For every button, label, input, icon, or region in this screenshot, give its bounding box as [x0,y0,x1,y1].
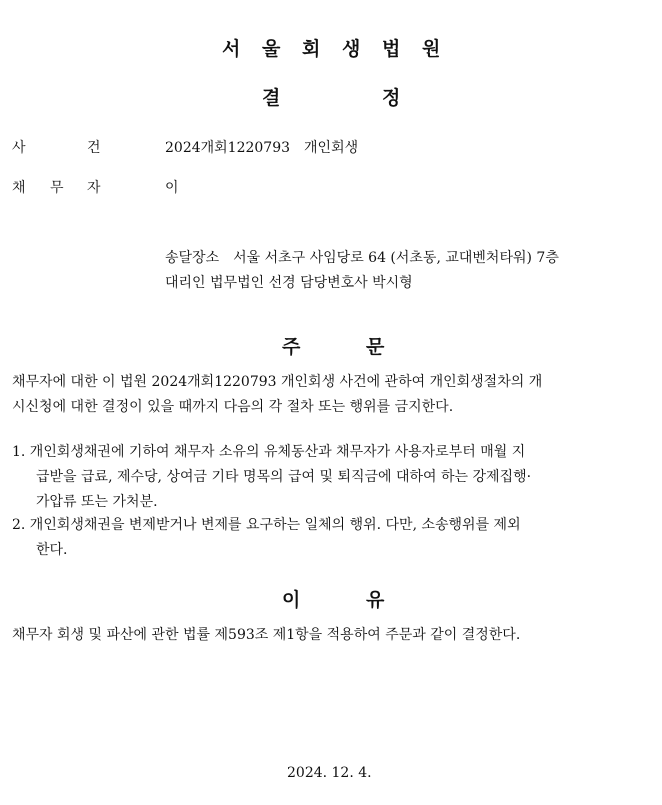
order-heading-char: 문 [366,336,385,358]
order-item-line: 1. 개인회생채권에 기하여 채무자 소유의 유체동산과 채무자가 사용자로부터 매월 지 [12,444,526,460]
legal-agent: 대리인 법무법인 선경 담당변호사 박시형 [165,275,413,291]
order-item-line: 가압류 또는 가처분. [36,494,158,510]
order-item-line: 한다. [36,542,68,558]
debtor-label-char: 무 [50,180,64,196]
court-name-char: 생 [342,38,361,60]
service-address: 송달장소 서울 서초구 사임당로 64 (서초동, 교대벤처타워) 7층 [165,250,559,266]
court-name-char: 서 [222,38,241,60]
court-name-char: 원 [422,38,441,60]
court-name-char: 회 [302,38,321,60]
court-name-char: 울 [262,38,281,60]
decision-date: 2024. 12. 4. [287,765,372,781]
document-type-char: 결 [262,87,281,109]
debtor-label-char: 채 [12,180,26,196]
debtor-label-char: 자 [87,180,101,196]
order-intro-line: 시신청에 대한 결정이 있을 때까지 다음의 각 절차 또는 행위를 금지한다. [12,399,454,415]
case-label-char: 사 [12,140,26,156]
order-item-line: 급받을 급료, 제수당, 상여금 기타 명목의 급여 및 퇴직금에 대하여 하는 강제집행· [36,469,532,485]
debtor-name: 이 [165,180,179,196]
reason-heading-char: 유 [366,589,385,611]
case-value: 2024개회1220793 개인회생 [165,140,359,156]
document-type-char: 정 [382,87,401,109]
order-heading-char: 주 [282,336,301,358]
court-name-char: 법 [382,38,401,60]
order-item-line: 2. 개인회생채권을 변제받거나 변제를 요구하는 일체의 행위. 다만, 소송행위를 제외 [12,517,521,533]
reason-text: 채무자 회생 및 파산에 관한 법률 제593조 제1항을 적용하여 주문과 같이 결정한다. [12,627,521,643]
case-label-char: 건 [87,140,101,156]
order-intro-line: 채무자에 대한 이 법원 2024개회1220793 개인회생 사건에 관하여 개인회생절차의 개 [12,374,543,390]
reason-heading-char: 이 [282,589,301,611]
